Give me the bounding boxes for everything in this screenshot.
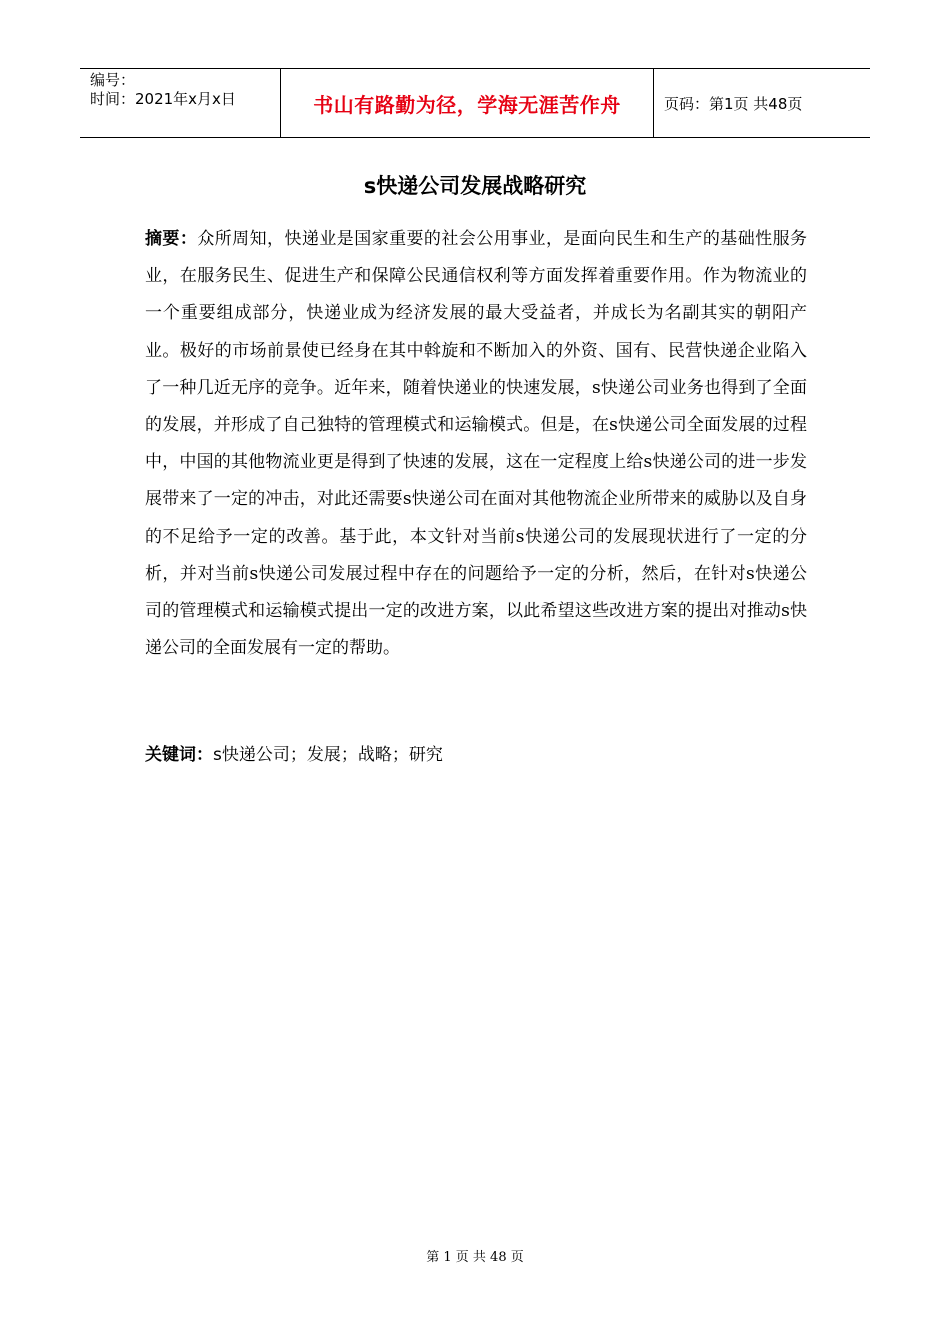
header-page-cell — [654, 69, 870, 137]
keywords-line — [145, 741, 807, 769]
document-header — [80, 68, 870, 138]
keywords-label: 关键词： — [145, 745, 213, 765]
header-motto: 书山有路勤为径，学海无涯苦作舟 — [313, 92, 621, 117]
document-date-label: 时间：2021年x月x日 — [90, 90, 236, 108]
header-meta-cell — [80, 69, 281, 137]
abstract-text: 众所周知，快递业是国家重要的社会公用事业，是面向民生和生产的基础性服务业，在服务民生、促进生产和保障公民通信权利等方面发挥着重要作用。作为物流业的一个重要组成部分，快递业成为经济发展的最大受益者，并成长为名副其实的朝阳产业。极好的市场前景使已经身在其中斡旋和不断加入的外资、国有、民营快递企业陷入了一种几近无序的竞争。近年来，随着快递业的快速发展，s快递公司业务也得到了全面的发展，并形成了自己独特的管理模式和运输模式。但是，在s快递公司全面发展的过程中，中国的其他物流业更是得到了快速的发展，这在一定程度上给s快递公司的进一步发展带来了一定的冲击，对此还需要s快递公司在面对其他物流企业所带来的威胁以及自身的不足给予一定的改善。基于此，本文针对当前s快递公司的发展现状进行了一定的分析，并对当前s快递公司发展过程中存在的问题给予一定的分析，然后，在针对s快递公司的管理模式和运输模式提出一定的改进方案，以此希望这些改进方案的提出对推动s快递公司的全面发展有一定的帮助。 — [145, 229, 808, 659]
abstract-label: 摘要： — [145, 229, 198, 249]
document-number-label: 编号： — [90, 71, 136, 89]
page-footer: 第 1 页 共 48 页 — [426, 1250, 524, 1265]
header-motto-cell — [281, 69, 654, 137]
header-page-label: 页码：第1页 共48页 — [664, 94, 803, 113]
keywords-text: s快递公司；发展；战略；研究 — [213, 745, 443, 765]
abstract-paragraph — [145, 221, 807, 667]
document-title: s快递公司发展战略研究 — [363, 174, 587, 198]
